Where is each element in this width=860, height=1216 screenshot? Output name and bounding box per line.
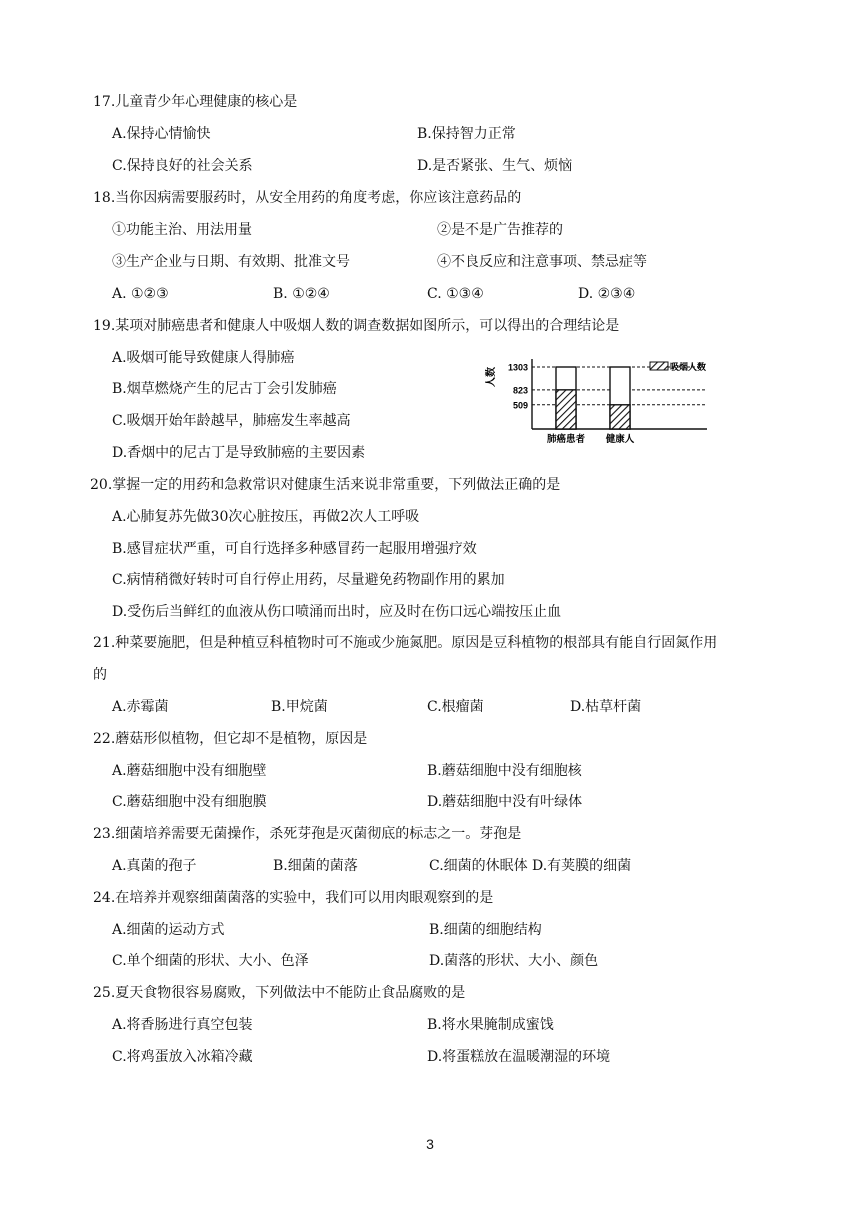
category-label: 肺癌患者	[546, 434, 586, 445]
q22-option-c: C.蘑菇细胞中没有细胞膜	[112, 794, 267, 810]
smoker-bar	[556, 390, 576, 429]
q25-option-a: A.将香肠进行真空包装	[112, 1017, 253, 1033]
q25-option-c: C.将鸡蛋放入冰箱冷藏	[112, 1049, 253, 1065]
q19-option-d: D.香烟中的尼古丁是导致肺癌的主要因素	[112, 445, 366, 461]
q23-option-c: C.细菌的休眠体	[429, 858, 528, 874]
y-tick-label: 509	[512, 400, 528, 411]
y-axis-label: 人数	[486, 367, 497, 387]
q24-option-b: B.细菌的细胞结构	[429, 922, 542, 938]
q23-option-a: A.真菌的孢子	[112, 858, 197, 874]
q18-item-1: ①功能主治、用法用量	[112, 222, 252, 238]
q20-stem: 20.掌握一定的用药和急救常识对健康生活来说非常重要，下列做法正确的是	[90, 477, 561, 493]
q21-stem-cont: 的	[93, 667, 107, 683]
q21-option-b: B.甲烷菌	[271, 699, 328, 715]
q18-option-a: A. ①②③	[112, 286, 169, 302]
q24-option-d: D.菌落的形状、大小、颜色	[429, 953, 599, 969]
q24-stem: 24.在培养并观察细菌菌落的实验中，我们可以用肉眼观察到的是	[93, 890, 494, 906]
q20-option-b: B.感冒症状严重，可自行选择多种感冒药一起服用增强疗效	[112, 541, 477, 557]
q24-option-a: A.细菌的运动方式	[112, 922, 225, 938]
q19-stem: 19.某项对肺癌患者和健康人中吸烟人数的调查数据如图所示，可以得出的合理结论是	[93, 318, 620, 334]
q25-option-b: B.将水果腌制成蜜饯	[427, 1017, 554, 1033]
q18-option-c: C. ①③④	[427, 286, 484, 302]
q25-option-d: D.将蛋糕放在温暖潮湿的环境	[427, 1049, 611, 1065]
q21-stem: 21.种菜要施肥，但是种植豆科植物时可不施或少施氮肥。原因是豆科植物的根部具有能自行固氮作用	[93, 635, 718, 651]
q19-option-b: B.烟草燃烧产生的尼古丁会引发肺癌	[112, 381, 337, 397]
q22-option-a: A.蘑菇细胞中没有细胞壁	[112, 763, 267, 779]
legend-label: 吸烟人数	[670, 362, 707, 372]
q17-stem: 17.儿童青少年心理健康的核心是	[93, 94, 298, 110]
q18-option-d: D. ②③④	[578, 286, 636, 302]
q18-item-2: ②是不是广告推荐的	[437, 222, 563, 238]
y-tick-label: 1303	[507, 362, 528, 373]
q23-option-d: D.有荚膜的细菌	[532, 858, 632, 874]
legend-swatch	[650, 362, 668, 370]
q22-option-d: D.蘑菇细胞中没有叶绿体	[427, 794, 583, 810]
q23-stem: 23.细菌培养需要无菌操作，杀死芽孢是灭菌彻底的标志之一。芽孢是	[93, 826, 522, 842]
page-number: 3	[426, 1136, 434, 1152]
y-tick-label: 823	[512, 385, 528, 396]
q17-option-b: B.保持智力正常	[417, 126, 516, 142]
q18-item-4: ④不良反应和注意事项、禁忌症等	[437, 254, 647, 270]
q21-option-d: D.枯草杆菌	[570, 699, 642, 715]
q25-stem: 25.夏天食物很容易腐败，下列做法中不能防止食品腐败的是	[93, 985, 466, 1001]
q24-option-c: C.单个细菌的形状、大小、色泽	[112, 953, 309, 969]
smoking-survey-chart	[482, 353, 722, 445]
q22-option-b: B.蘑菇细胞中没有细胞核	[427, 763, 582, 779]
q20-option-d: D.受伤后当鲜红的血液从伤口喷涌而出时，应及时在伤口远心端按压止血	[112, 604, 562, 620]
q22-stem: 22.蘑菇形似植物，但它却不是植物，原因是	[93, 731, 368, 747]
q19-option-a: A.吸烟可能导致健康人得肺癌	[112, 350, 295, 366]
q21-option-c: C.根瘤菌	[427, 699, 484, 715]
q17-option-a: A.保持心情愉快	[112, 126, 211, 142]
q17-option-c: C.保持良好的社会关系	[112, 158, 253, 174]
q23-option-b: B.细菌的菌落	[273, 858, 358, 874]
q20-option-a: A.心肺复苏先做30次心脏按压，再做2次人工呼吸	[112, 509, 420, 525]
q18-item-3: ③生产企业与日期、有效期、批准文号	[112, 254, 350, 270]
q17-option-d: D.是否紧张、生气、烦恼	[417, 158, 573, 174]
category-label: 健康人	[605, 434, 635, 445]
q21-option-a: A.赤霉菌	[112, 699, 169, 715]
q18-stem: 18.当你因病需要服药时，从安全用药的角度考虑，你应该注意药品的	[93, 190, 522, 206]
q19-option-c: C.吸烟开始年龄越早，肺癌发生率越高	[112, 413, 351, 429]
q18-option-b: B. ①②④	[273, 286, 330, 302]
smoker-bar	[610, 405, 630, 429]
q20-option-c: C.病情稍微好转时可自行停止用药，尽量避免药物副作用的累加	[112, 572, 505, 588]
